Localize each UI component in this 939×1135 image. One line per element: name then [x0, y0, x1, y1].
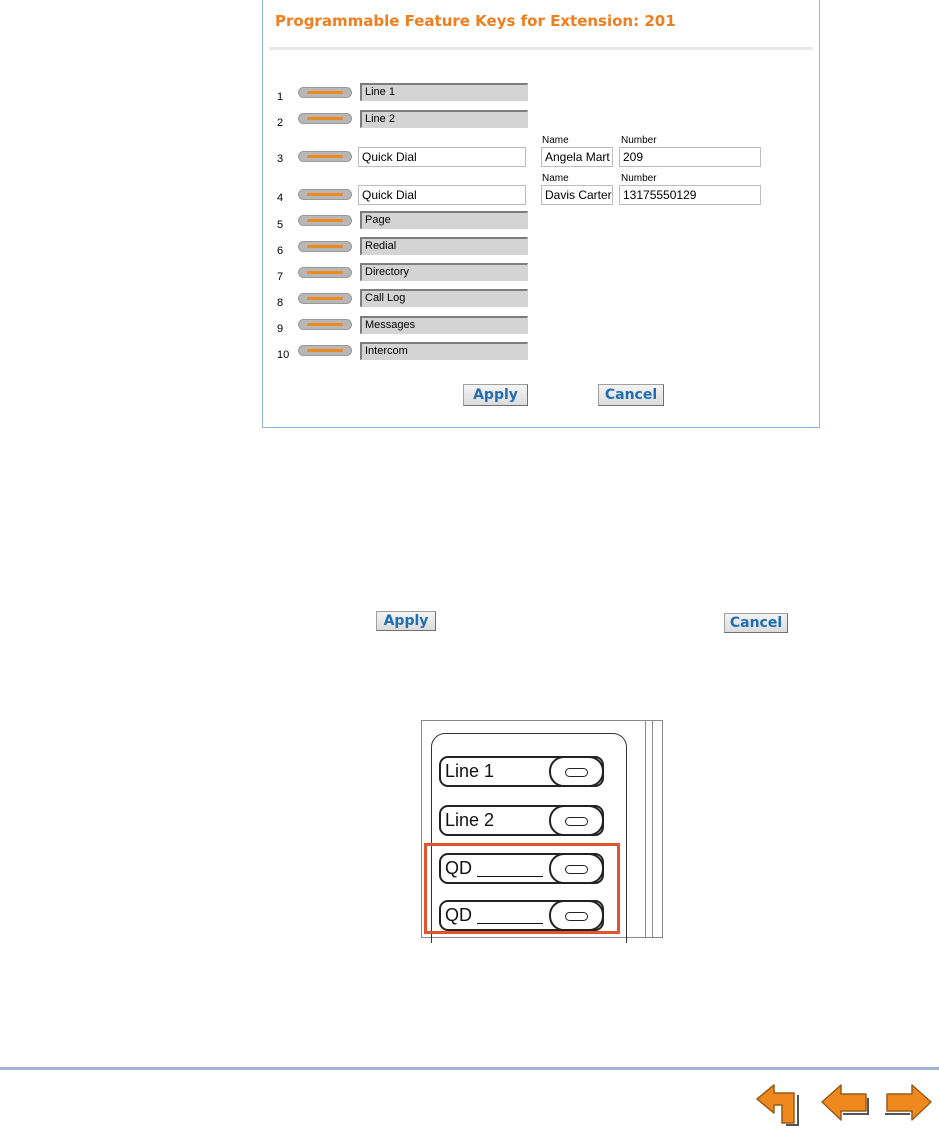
name-label: Name — [542, 135, 569, 146]
key-button-8[interactable] — [298, 293, 352, 304]
cancel-button-standalone[interactable]: Cancel — [724, 613, 788, 633]
key-button-4[interactable] — [298, 189, 352, 200]
key-label-field-9: Messages — [360, 316, 528, 334]
key-label-field-5: Page — [360, 211, 528, 229]
return-arrow-icon[interactable] — [754, 1081, 806, 1127]
key-number: 2 — [277, 117, 284, 129]
phone-key-1 — [439, 756, 604, 787]
quick-dial-name-input-4[interactable]: Davis Carter — [541, 185, 613, 205]
key-button-10[interactable] — [298, 345, 352, 356]
panel-title: Programmable Feature Keys for Extension: 201 — [275, 12, 676, 30]
number-label: Number — [621, 173, 657, 184]
key-number: 7 — [277, 271, 284, 283]
phone-key-2 — [439, 805, 604, 836]
title-divider — [269, 47, 813, 50]
key-number: 5 — [277, 219, 284, 231]
key-label-field-6: Redial — [360, 237, 528, 255]
phone-frame-edge — [645, 720, 646, 938]
phone-key-button — [549, 805, 604, 836]
key-label-field-2: Line 2 — [360, 110, 528, 128]
quick-dial-highlight — [424, 843, 620, 934]
key-number: 8 — [277, 297, 284, 309]
feature-keys-panel — [262, 0, 820, 428]
key-button-9[interactable] — [298, 319, 352, 330]
phone-key-label: QD — [445, 858, 472, 878]
key-number: 4 — [277, 192, 284, 204]
key-number: 3 — [277, 153, 284, 165]
key-button-6[interactable] — [298, 241, 352, 252]
key-number: 1 — [277, 91, 284, 103]
key-type-select-3[interactable]: Quick Dial — [358, 147, 526, 167]
number-label: Number — [621, 135, 657, 146]
footer-rule — [0, 1067, 939, 1070]
key-number: 6 — [277, 245, 284, 257]
key-button-2[interactable] — [298, 113, 352, 124]
phone-key-button — [549, 756, 604, 787]
key-button-3[interactable] — [298, 151, 352, 162]
key-label-field-1: Line 1 — [360, 83, 528, 101]
key-label-field-10: Intercom — [360, 342, 528, 360]
key-number: 9 — [277, 323, 284, 335]
key-button-1[interactable] — [298, 87, 352, 98]
name-label: Name — [542, 173, 569, 184]
key-button-7[interactable] — [298, 267, 352, 278]
apply-button-standalone[interactable]: Apply — [376, 611, 436, 631]
back-arrow-icon[interactable] — [819, 1081, 871, 1127]
apply-button[interactable]: Apply — [463, 384, 528, 406]
phone-key-label: Line 2 — [445, 810, 495, 830]
phone-key-label: QD — [445, 905, 472, 925]
key-type-select-4[interactable]: Quick Dial — [358, 185, 526, 205]
key-label-field-8: Call Log — [360, 289, 528, 307]
quick-dial-name-input-3[interactable]: Angela Mart — [541, 147, 613, 167]
cancel-button[interactable]: Cancel — [598, 384, 664, 406]
quick-dial-number-input-3[interactable]: 209 — [619, 147, 761, 167]
phone-key-label: Line 1 — [445, 761, 495, 781]
key-number: 10 — [277, 349, 290, 361]
forward-arrow-icon[interactable] — [882, 1081, 934, 1127]
key-label-field-7: Directory — [360, 263, 528, 281]
phone-frame-edge — [652, 720, 653, 938]
quick-dial-number-input-4[interactable]: 13175550129 — [619, 185, 761, 205]
key-button-5[interactable] — [298, 215, 352, 226]
